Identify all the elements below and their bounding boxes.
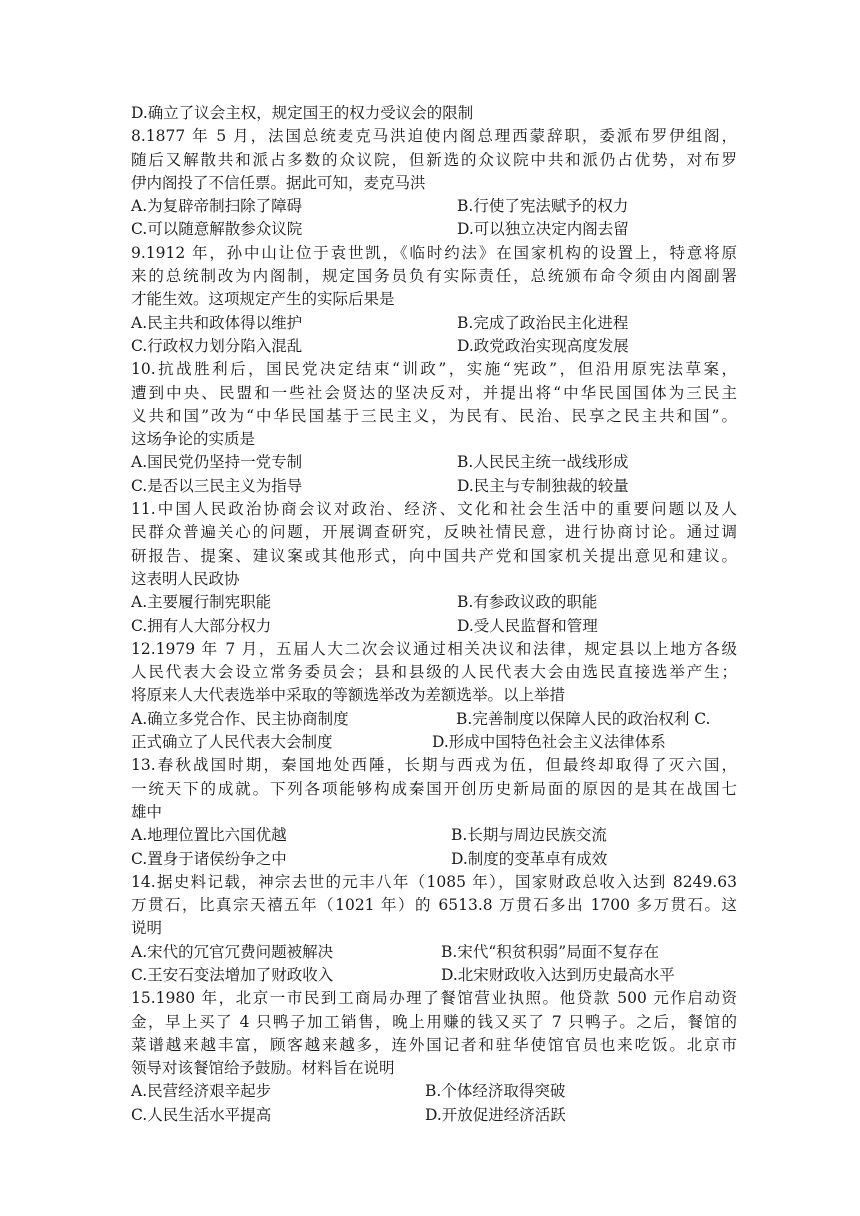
text-line: 15.1980 年，北京一市民到工商局办理了餐馆营业执照。他贷款 500 元作启动资 — [131, 989, 737, 1008]
text-line: 菜谱越来越丰富，顾客越来越多，连外国记者和驻华使馆官员也来吃饭。北京市 — [131, 1035, 737, 1054]
text-line: 万贯石，比真宗天禧五年（1021 年）的 6513.8 万贯石多出 1700 多万贯石。这 — [131, 896, 737, 915]
text-line: 11.中国人民政治协商会议对政治、经济、文化和社会生活中的重要问题以及人 — [131, 500, 737, 519]
option-row — [131, 964, 737, 987]
answer-option: D.政党政治实现高度发展 — [457, 336, 629, 355]
answer-option: D.民主与专制独裁的较量 — [457, 476, 629, 495]
text-line: 民群众普遍关心的问题，开展调查研究，反映社情民意，进行协商讨论。通过调 — [131, 523, 737, 542]
option-row — [131, 615, 737, 638]
answer-option: C.置身于诸侯纷争之中 — [131, 849, 287, 868]
text-line: 将原来人大代表选举中采取的等额选举改为差额选举。以上举措 — [131, 686, 566, 705]
answer-option: D.北宋财政收入达到历史最高水平 — [441, 965, 675, 984]
answer-option: B.有参政议政的职能 — [457, 593, 598, 612]
answer-option: A.民主共和政体得以维护 — [131, 313, 303, 332]
answer-option: A.国民党仍坚持一党专制 — [131, 453, 303, 472]
option-row — [131, 591, 737, 614]
exam-page — [131, 102, 737, 1127]
text-line: 一统天下的成就。下列各项能够构成秦国开创历史新局面的原因的是其在战国七 — [131, 779, 737, 798]
answer-option: D.开放促进经济活跃 — [425, 1105, 566, 1124]
text-line: 领导对该餐馆给予鼓励。材料旨在说明 — [131, 1059, 395, 1078]
option-row — [131, 195, 737, 218]
answer-option: B.完善制度以保障人民的政治权利 C. — [456, 709, 711, 728]
answer-option: C.人民生活水平提高 — [131, 1105, 272, 1124]
text-line: 这表明人民政协 — [131, 569, 240, 588]
text-line: 9.1912 年，孙中山让位于袁世凯，《临时约法》在国家机构的设置上，特意将原 — [131, 243, 737, 262]
text-line: 说明 — [131, 919, 163, 938]
option-row — [131, 708, 737, 731]
text-line: 来的总统制改为内阁制，规定国务员负有实际责任，总统颁布命令须由内阁副署 — [131, 267, 737, 286]
text-line: 雄中 — [131, 802, 163, 821]
text-line: D.确立了议会主权，规定国王的权力受议会的限制 — [131, 104, 474, 122]
option-row — [131, 1104, 737, 1127]
option-row — [131, 451, 737, 474]
text-line: 金，早上买了 4 只鸭子加工销售，晚上用赚的钱又买了 7 只鸭子。之后，餐馆的 — [131, 1012, 737, 1031]
answer-option: C.行政权力划分陷入混乱 — [131, 336, 303, 355]
text-line: 研报告、提案、建议案或其他形式，向中国共产党和国家机关提出意见和建议。 — [131, 546, 737, 565]
option-row — [131, 731, 737, 754]
text-line: 12.1979 年 7 月，五届人大二次会议通过相关决议和法律，规定县以上地方各级 — [131, 639, 737, 658]
answer-option: D.形成中国特色社会主义法律体系 — [432, 733, 666, 752]
text-line: 14.据史料记载，神宗去世的元丰八年（1085 年），国家财政总收入达到 8249.63 — [131, 872, 737, 891]
answer-option: D.制度的变革卓有成效 — [451, 849, 608, 868]
answer-option: C.是否以三民主义为指导 — [131, 476, 303, 495]
answer-option: D.可以独立决定内阁去留 — [457, 220, 629, 239]
answer-option: A.宋代的冗官冗费问题被解决 — [131, 942, 334, 961]
text-line: 伊内阁投了不信任票。据此可知，麦克马洪 — [131, 173, 426, 192]
answer-option: C.王安石变法增加了财政收入 — [131, 965, 334, 984]
answer-option: A.主要履行制宪职能 — [131, 593, 272, 612]
answer-option: A.确立多党合作、民主协商制度 — [131, 709, 349, 728]
answer-option: B.宋代“积贫积弱”局面不复存在 — [441, 942, 660, 961]
text-line: 这场争论的实质是 — [131, 430, 256, 449]
option-row — [131, 941, 737, 964]
text-line: 10.抗战胜利后，国民党决定结束“训政”，实施“宪政”，但沿用原宪法草案， — [131, 360, 737, 379]
answer-option: B.完成了政治民主化进程 — [457, 313, 629, 332]
answer-option: B.行使了宪法赋予的权力 — [457, 197, 629, 216]
answer-option: A.民营经济艰辛起步 — [131, 1082, 272, 1101]
answer-option: 正式确立了人民代表大会制度 — [131, 733, 333, 752]
answer-option: C.可以随意解散参众议院 — [131, 220, 303, 239]
answer-option: B.个体经济取得突破 — [425, 1082, 566, 1101]
option-row — [131, 218, 737, 241]
text-line: 随后又解散共和派占多数的众议院，但新选的众议院中共和派仍占优势，对布罗 — [131, 150, 737, 169]
answer-option: B.人民民主统一战线形成 — [457, 453, 629, 472]
answer-option: A.地理位置比六国优越 — [131, 826, 287, 845]
option-row — [131, 335, 737, 358]
text-line: 13.春秋战国时期，秦国地处西陲，长期与西戎为伍，但最终却取得了灭六国， — [131, 756, 737, 775]
answer-option: B.长期与周边民族交流 — [451, 826, 607, 845]
option-row — [131, 1080, 737, 1103]
text-line: 遭到中央、民盟和一些社会贤达的坚决反对，并提出将“中华民国国体为三民主 — [131, 383, 737, 402]
text-line: 8.1877 年 5 月，法国总统麦克马洪迫使内阁总理西蒙辞职，委派布罗伊组阁， — [131, 127, 737, 146]
text-line: 才能生效。这项规定产生的实际后果是 — [131, 290, 395, 309]
option-row — [131, 312, 737, 335]
option-row — [131, 848, 737, 871]
answer-option: D.受人民监督和管理 — [457, 616, 598, 635]
text-line: 义共和国”改为“中华民国基于三民主义，为民有、民治、民享之民主共和国”。 — [131, 406, 737, 425]
answer-option: C.拥有人大部分权力 — [131, 616, 272, 635]
option-row — [131, 475, 737, 498]
option-row — [131, 824, 737, 847]
text-line: 人民代表大会设立常务委员会；县和县级的人民代表大会由选民直接选举产生； — [131, 663, 737, 682]
answer-option: A.为复辟帝制扫除了障碍 — [131, 197, 303, 216]
